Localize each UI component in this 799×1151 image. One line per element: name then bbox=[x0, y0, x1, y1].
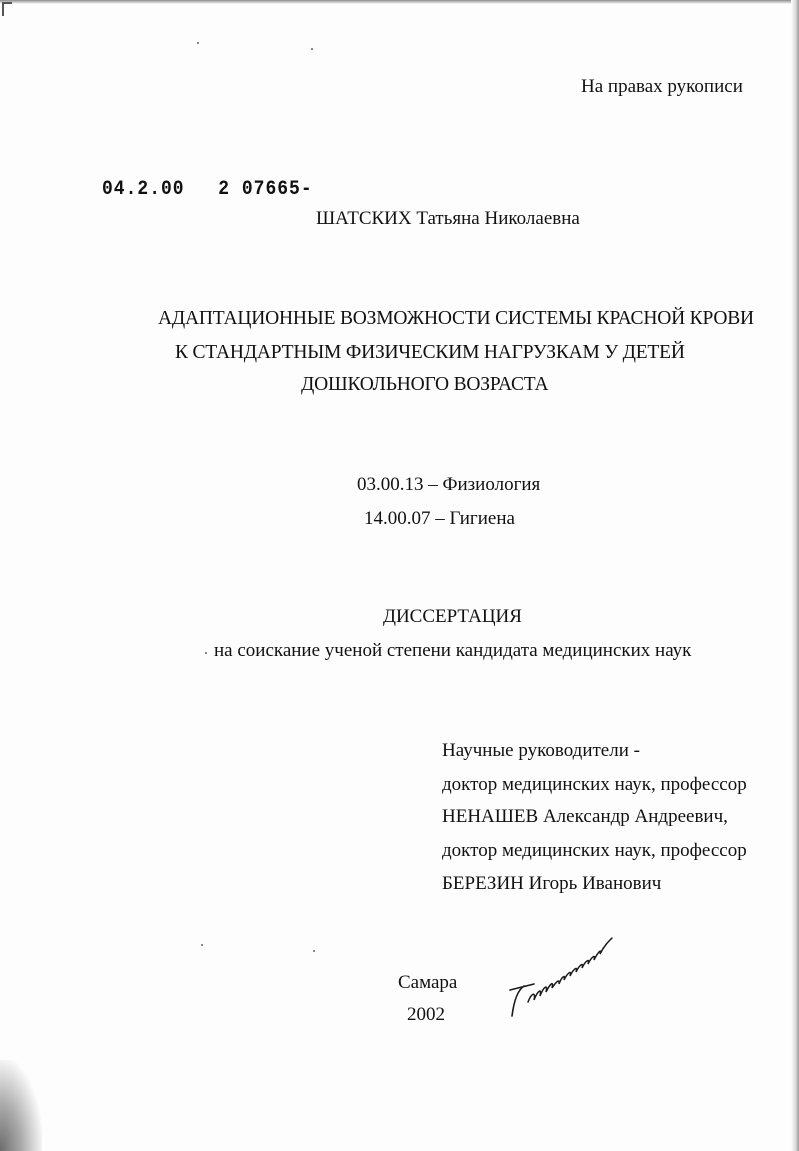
scan-speck bbox=[313, 950, 315, 952]
corner-mark bbox=[2, 2, 12, 16]
scan-speck bbox=[197, 42, 199, 44]
scan-edge-top bbox=[0, 0, 799, 4]
stamp-number: 2 07665 bbox=[218, 178, 301, 201]
supervisor-2-title: доктор медицинских наук, профессор bbox=[442, 840, 747, 861]
city: Самара bbox=[398, 972, 458, 993]
author-name: ШАТСКИХ Татьяна Николаевна bbox=[316, 208, 580, 229]
title-line-3: ДОШКОЛЬНОГО ВОЗРАСТА bbox=[301, 374, 549, 395]
year: 2002 bbox=[407, 1004, 445, 1025]
degree-line: на соискание ученой степени кандидата медицинских наук bbox=[214, 640, 692, 661]
title-line-1: АДАПТАЦИОННЫЕ ВОЗМОЖНОСТИ СИСТЕМЫ КРАСНОЙ КРОВИ bbox=[158, 308, 754, 329]
handwritten-signature bbox=[504, 928, 624, 1028]
supervisor-1-title: доктор медицинских наук, профессор bbox=[442, 774, 747, 795]
rights-note: На правах рукописи bbox=[581, 76, 743, 97]
scan-speck bbox=[311, 48, 313, 50]
document-type: ДИССЕРТАЦИЯ bbox=[383, 606, 522, 627]
specialty-physiology: 03.00.13 – Физиология bbox=[357, 474, 541, 495]
supervisors-heading: Научные руководители - bbox=[442, 740, 640, 761]
stamp-date: 04.2.00 bbox=[102, 178, 185, 201]
specialty-hygiene: 14.00.07 – Гигиена bbox=[364, 508, 515, 529]
supervisor-2-name: БЕРЕЗИН Игорь Иванович bbox=[442, 873, 662, 894]
scan-speck bbox=[201, 944, 203, 946]
title-line-2: К СТАНДАРТНЫМ ФИЗИЧЕСКИМ НАГРУЗКАМ У ДЕТЕЙ bbox=[175, 342, 685, 363]
scan-edge-right bbox=[791, 0, 799, 1151]
scan-speck bbox=[205, 652, 207, 654]
supervisor-1-name: НЕНАШЕВ Александр Андреевич, bbox=[442, 806, 728, 827]
registration-stamp: 04.2.00 2 07665‑ bbox=[102, 178, 313, 201]
scan-shadow-corner bbox=[0, 1060, 42, 1151]
